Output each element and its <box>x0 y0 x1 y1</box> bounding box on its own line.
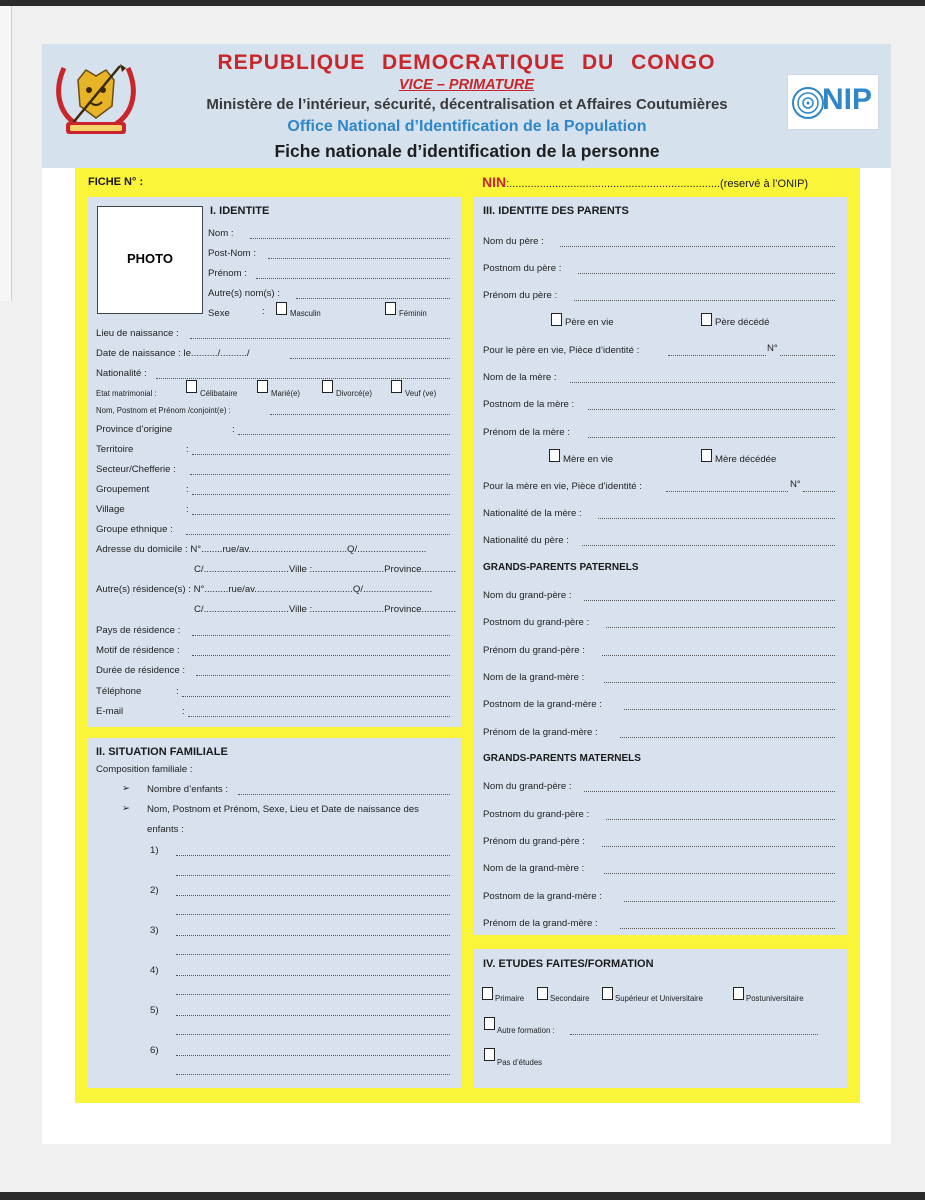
field-nom[interactable] <box>250 238 450 239</box>
label-postnom-gp-mat: Postnom du grand-père : <box>483 809 590 820</box>
label-nb-enfants: Nombre d’enfants : <box>147 784 229 795</box>
label-motif-residence: Motif de résidence : <box>96 645 180 656</box>
field-postnom-gm-mat[interactable] <box>624 901 835 902</box>
child-number: 6) <box>150 1045 159 1056</box>
label-prenom-gm-mat: Prénom de la grand-mère : <box>483 918 598 929</box>
field-postnom-pere[interactable] <box>578 273 835 274</box>
label-piece-pere-no: N° <box>767 343 778 354</box>
label-superieur: Supérieur et Universitaire <box>615 994 703 1003</box>
label-nom-mere: Nom de la mère : <box>483 372 557 383</box>
label-nom-pere: Nom du père : <box>483 236 544 247</box>
label-postnom-gm-pat: Postnom de la grand-mère : <box>483 699 602 710</box>
field-child-1a[interactable] <box>176 855 450 856</box>
label-telephone: Téléphone <box>96 686 142 697</box>
photo-label: PHOTO <box>127 251 173 266</box>
field-child-5a[interactable] <box>176 1015 450 1016</box>
label-nat-pere: Nationalité du père : <box>483 535 569 546</box>
label-primaire: Primaire <box>495 994 525 1003</box>
label-piece-pere: Pour le père en vie, Pièce d’identité : <box>483 345 640 356</box>
label-composition: Composition familiale : <box>96 764 193 775</box>
checkbox-autre-formation[interactable] <box>484 1017 495 1030</box>
field-child-6b[interactable] <box>176 1074 450 1075</box>
label-nom: Nom : <box>208 228 234 239</box>
label-autre-formation: Autre formation : <box>497 1026 555 1035</box>
label-divorce: Divorcé(e) <box>336 389 372 398</box>
label-lieu-naissance: Lieu de naissance : <box>96 328 179 339</box>
label-pays-residence: Pays de résidence : <box>96 625 181 636</box>
checkbox-superieur[interactable] <box>602 987 613 1000</box>
field-piece-pere[interactable] <box>668 355 766 356</box>
field-nat-mere[interactable] <box>598 518 835 519</box>
child-number: 5) <box>150 1005 159 1016</box>
field-nat-pere[interactable] <box>582 545 835 546</box>
section-famille <box>88 738 461 1088</box>
field-nom-mere[interactable] <box>570 382 835 383</box>
gp-maternels-title: GRANDS-PARENTS MATERNELS <box>483 753 641 764</box>
label-email: E-mail <box>96 706 124 717</box>
label-piece-mere-no: N° <box>790 479 801 490</box>
label-duree-residence: Durée de résidence : <box>96 665 186 676</box>
field-postnom-mere[interactable] <box>588 409 835 410</box>
field-piece-mere-no[interactable] <box>803 491 835 492</box>
label-nom-gp-mat: Nom du grand-père : <box>483 781 572 792</box>
label-prenom-gp-pat: Prénom du grand-père : <box>483 645 585 656</box>
field-nb-enfants[interactable] <box>238 794 450 795</box>
label-secondaire: Secondaire <box>550 994 590 1003</box>
label-prenom-gm-pat: Prénom de la grand-mère : <box>483 727 598 738</box>
section-famille-title: II. SITUATION FAMILIALE <box>96 746 228 758</box>
telephone-colon: : <box>176 686 179 697</box>
label-postnom-pere: Postnom du père : <box>483 263 562 274</box>
field-date-naissance[interactable] <box>290 358 450 359</box>
field-groupement[interactable] <box>192 494 450 495</box>
checkbox-pere-decede[interactable] <box>701 313 712 326</box>
field-prenom-gp-pat[interactable] <box>602 655 835 656</box>
label-nom-gm-pat: Nom de la grand-mère : <box>483 672 585 683</box>
window-top-bar <box>0 0 925 6</box>
label-adresse: Adresse du domicile : N°........rue/av.....................................Q/.......................... <box>96 544 427 555</box>
field-duree-residence[interactable] <box>196 675 450 676</box>
field-prenom-gp-mat[interactable] <box>602 846 835 847</box>
label-postnom-gm-mat: Postnom de la grand-mère : <box>483 891 602 902</box>
label-conjoint: Nom, Postnom et Prénom /conjoint(e) : <box>96 406 231 415</box>
child-number: 2) <box>150 885 159 896</box>
photo-box <box>97 206 203 314</box>
label-postnom-mere: Postnom de la mère : <box>483 399 575 410</box>
field-child-5b[interactable] <box>176 1034 450 1035</box>
field-nom-gp-mat[interactable] <box>584 791 835 792</box>
field-child-1b[interactable] <box>176 875 450 876</box>
label-autres-noms: Autre(s) nom(s) : <box>208 288 280 299</box>
label-nationalite: Nationalité : <box>96 368 147 379</box>
field-nom-pere[interactable] <box>560 246 835 247</box>
bullet-icon: ➢ <box>122 803 131 814</box>
field-child-2b[interactable] <box>176 914 450 915</box>
field-nom-gm-pat[interactable] <box>604 682 835 683</box>
checkbox-masculin[interactable] <box>276 302 287 315</box>
field-postnom[interactable] <box>268 258 450 259</box>
checkbox-secondaire[interactable] <box>537 987 548 1000</box>
label-autres-residences: Autre(s) résidence(s) : N°.........rue/av.....................................Q/.......................... <box>96 584 433 595</box>
onip-logo <box>787 74 879 130</box>
label-pere-decede: Père décédé <box>715 317 770 328</box>
field-child-4b[interactable] <box>176 994 450 995</box>
label-residence-ville: C/................................Ville :...........................Province............. <box>194 604 457 615</box>
field-piece-mere[interactable] <box>666 491 788 492</box>
onip-logo-text: NIP <box>822 83 873 116</box>
label-adresse-ville: C/................................Ville :...........................Province............. <box>194 564 457 575</box>
field-postnom-gp-mat[interactable] <box>606 819 835 820</box>
field-child-4a[interactable] <box>176 975 450 976</box>
email-colon: : <box>182 706 185 717</box>
side-panel-edge <box>0 6 12 301</box>
label-prenom: Prénom : <box>208 268 247 279</box>
field-prenom-pere[interactable] <box>574 300 835 301</box>
label-marie: Marié(e) <box>271 389 301 398</box>
label-groupe-ethnique: Groupe ethnique : <box>96 524 173 535</box>
checkbox-pas-etudes[interactable] <box>484 1048 495 1061</box>
label-enfants-2: enfants : <box>147 824 184 835</box>
field-province-origine[interactable] <box>238 434 450 435</box>
section-parents-title: III. IDENTITE DES PARENTS <box>483 205 629 217</box>
fiche-number: FICHE N° : <box>88 176 144 188</box>
label-veuf: Veuf (ve) <box>405 389 437 398</box>
territoire-colon: : <box>186 444 189 455</box>
field-piece-pere-no[interactable] <box>780 355 835 356</box>
checkbox-primaire[interactable] <box>482 987 493 1000</box>
field-email[interactable] <box>188 716 450 717</box>
label-prenom-mere: Prénom de la mère : <box>483 427 570 438</box>
checkbox-feminin[interactable] <box>385 302 396 315</box>
section-etudes-title: IV. ETUDES FAITES/FORMATION <box>483 958 654 970</box>
label-piece-mere: Pour la mère en vie, Pièce d’identité : <box>483 481 642 492</box>
form-title: Fiche nationale d’identification de la personne <box>274 141 660 161</box>
label-feminin: Féminin <box>399 309 427 318</box>
label-nom-gp-pat: Nom du grand-père : <box>483 590 572 601</box>
label-celibataire: Célibataire <box>200 389 238 398</box>
label-postnom-gp-pat: Postnom du grand-père : <box>483 617 590 628</box>
window-bottom-bar <box>0 1192 925 1200</box>
label-secteur: Secteur/Chefferie : <box>96 464 176 475</box>
field-postnom-gp-pat[interactable] <box>606 627 835 628</box>
label-groupement: Groupement <box>96 484 150 495</box>
label-mere-vie: Mère en vie <box>563 454 614 465</box>
field-autre-formation[interactable] <box>570 1034 818 1035</box>
field-secteur[interactable] <box>190 474 450 475</box>
label-etat-matrimonial: Etat matrimonial : <box>96 389 157 398</box>
child-number: 4) <box>150 965 159 976</box>
label-nom-gm-mat: Nom de la grand-mère : <box>483 863 585 874</box>
field-lieu-naissance[interactable] <box>190 338 450 339</box>
ministry-name: Ministère de l’intérieur, sécurité, décentralisation et Affaires Coutumières <box>206 96 728 113</box>
field-nom-gp-pat[interactable] <box>584 600 835 601</box>
field-village[interactable] <box>192 514 450 515</box>
nin-rest: :.....................................................................(reservé à l’ONIP) <box>506 178 809 190</box>
nin-field <box>482 174 808 190</box>
checkbox-celibataire[interactable] <box>186 380 197 393</box>
field-child-3a[interactable] <box>176 935 450 936</box>
label-postuniversitaire: Postuniversitaire <box>746 994 804 1003</box>
checkbox-veuf[interactable] <box>391 380 402 393</box>
label-pere-vie: Père en vie <box>565 317 614 328</box>
field-conjoint[interactable] <box>270 414 450 415</box>
label-nat-mere: Nationalité de la mère : <box>483 508 582 519</box>
office-name: Office National d’Identification de la Population <box>287 118 647 135</box>
child-number: 1) <box>150 845 159 856</box>
field-prenom-gm-mat[interactable] <box>620 928 835 929</box>
field-child-6a[interactable] <box>176 1055 450 1056</box>
checkbox-divorce[interactable] <box>322 380 333 393</box>
section-identite-title: I. IDENTITE <box>210 205 270 217</box>
checkbox-marie[interactable] <box>257 380 268 393</box>
field-prenom[interactable] <box>256 278 450 279</box>
field-telephone[interactable] <box>182 696 450 697</box>
label-postnom: Post-Nom : <box>208 248 256 259</box>
field-postnom-gm-pat[interactable] <box>624 709 835 710</box>
gp-paternels-title: GRANDS-PARENTS PATERNELS <box>483 562 639 573</box>
label-village: Village <box>96 504 125 515</box>
field-territoire[interactable] <box>192 454 450 455</box>
label-prenom-gp-mat: Prénom du grand-père : <box>483 836 585 847</box>
checkbox-mere-vie[interactable] <box>549 449 560 462</box>
field-prenom-gm-pat[interactable] <box>620 737 835 738</box>
checkbox-postuniversitaire[interactable] <box>733 987 744 1000</box>
field-prenom-mere[interactable] <box>588 437 835 438</box>
field-autres-noms[interactable] <box>296 298 450 299</box>
republic-title: REPUBLIQUE DEMOCRATIQUE DU CONGO <box>217 51 716 74</box>
field-pays-residence[interactable] <box>192 635 450 636</box>
label-province-origine: Province d’origine <box>96 424 173 435</box>
label-masculin: Masculin <box>290 309 321 318</box>
field-nationalite[interactable] <box>156 378 450 379</box>
child-number: 3) <box>150 925 159 936</box>
label-pas-etudes: Pas d’études <box>497 1058 543 1067</box>
label-date-naissance: Date de naissance : le........../........../ <box>96 348 250 359</box>
bullet-icon: ➢ <box>122 783 131 794</box>
form-header <box>42 44 891 168</box>
label-mere-decede: Mère décédée <box>715 454 777 465</box>
field-motif-residence[interactable] <box>192 655 450 656</box>
sexe-colon: : <box>262 306 265 317</box>
nin-label: NIN <box>482 174 507 190</box>
field-groupe-ethnique[interactable] <box>186 534 450 535</box>
groupement-colon: : <box>186 484 189 495</box>
checkbox-mere-decede[interactable] <box>701 449 712 462</box>
province-colon: : <box>232 424 235 435</box>
field-child-2a[interactable] <box>176 895 450 896</box>
label-prenom-pere: Prénom du père : <box>483 290 558 301</box>
label-sexe: Sexe <box>208 308 230 319</box>
label-enfants: Nom, Postnom et Prénom, Sexe, Lieu et Date de naissance des <box>147 804 419 815</box>
field-nom-gm-mat[interactable] <box>604 873 835 874</box>
checkbox-pere-vie[interactable] <box>551 313 562 326</box>
village-colon: : <box>186 504 189 515</box>
vice-primature: VICE – PRIMATURE <box>398 77 535 93</box>
label-territoire: Territoire <box>96 444 134 455</box>
field-child-3b[interactable] <box>176 954 450 955</box>
